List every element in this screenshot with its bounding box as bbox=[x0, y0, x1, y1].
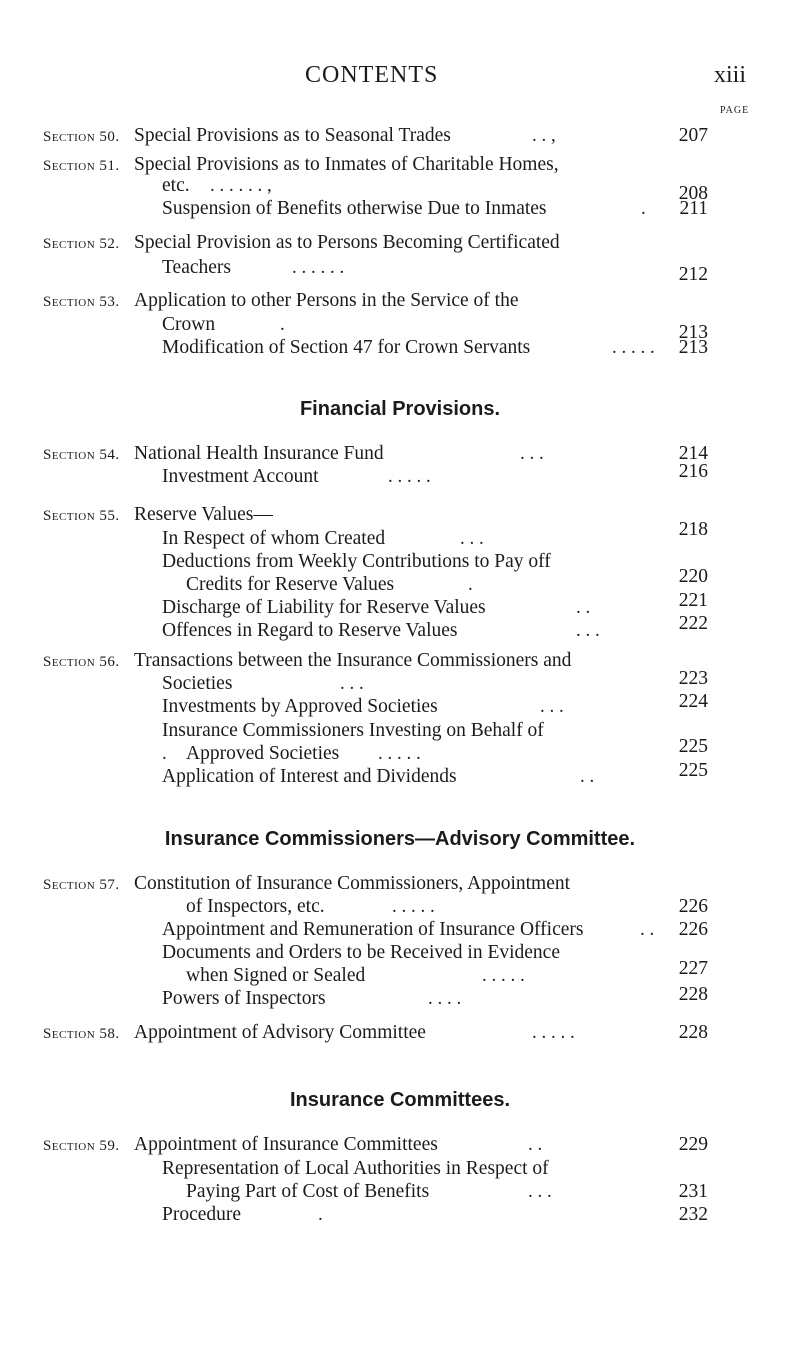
page-number: 226 bbox=[678, 896, 708, 917]
page-number: 216 bbox=[678, 461, 708, 482]
entry-text: Teachers bbox=[162, 257, 232, 278]
leader-dots: . . bbox=[580, 766, 595, 787]
page-number: 218 bbox=[678, 519, 708, 540]
leader-dots: . bbox=[318, 1204, 323, 1225]
entry-text: Appointment of Insurance Committees bbox=[134, 1134, 438, 1155]
entry-text: when Signed or Sealed bbox=[186, 965, 366, 986]
page-number: 228 bbox=[678, 1022, 708, 1043]
entry-text: Application to other Persons in the Service of the bbox=[134, 290, 519, 311]
section-label: Section 52. bbox=[43, 236, 120, 252]
entry-text: Credits for Reserve Values bbox=[186, 574, 395, 595]
entry-text: Deductions from Weekly Contributions to Pay off bbox=[162, 551, 551, 572]
entry-text: Reserve Values— bbox=[134, 504, 273, 525]
page-number: 229 bbox=[678, 1134, 708, 1155]
leader-dots: . bbox=[468, 574, 473, 595]
entry-text: etc. bbox=[162, 175, 190, 196]
entry-text: Documents and Orders to be Received in Evidence bbox=[162, 942, 560, 963]
leader-dots: . . . bbox=[460, 528, 484, 549]
leader-dots: . . . . . bbox=[388, 466, 431, 487]
leader-dots: . . bbox=[640, 919, 655, 940]
section-label: Section 57. bbox=[43, 877, 120, 893]
entry-text: Approved Societies bbox=[186, 743, 340, 764]
entry-text: Representation of Local Authorities in Respect of bbox=[162, 1158, 549, 1179]
page-number: 207 bbox=[678, 125, 708, 146]
section-label: Section 54. bbox=[43, 447, 120, 463]
page-number: 232 bbox=[678, 1204, 708, 1225]
page-number: 227 bbox=[678, 958, 708, 979]
entry-text: Societies bbox=[162, 673, 233, 694]
entry-text: Special Provisions as to Seasonal Trades bbox=[134, 125, 451, 146]
leader-dots: . . . bbox=[340, 673, 364, 694]
page-number: 208 bbox=[678, 183, 708, 204]
entry-text: Special Provision as to Persons Becoming Certificated bbox=[134, 232, 560, 253]
page-folio: xiii bbox=[714, 62, 747, 88]
section-heading: Insurance Committees. bbox=[289, 1089, 511, 1111]
entry-text: Discharge of Liability for Reserve Values bbox=[162, 597, 486, 618]
leader-dots: . . bbox=[576, 597, 591, 618]
leader-dots: . bbox=[162, 743, 167, 764]
entry-text: In Respect of whom Created bbox=[162, 528, 386, 549]
page-column-label: PAGE bbox=[720, 105, 750, 116]
entry-text: of Inspectors, etc. bbox=[186, 896, 325, 917]
entry-text: Appointment of Advisory Committee bbox=[134, 1022, 426, 1043]
entry-text: Investments by Approved Societies bbox=[162, 696, 438, 717]
page-number: 211 bbox=[679, 198, 708, 219]
page-header bbox=[0, 62, 800, 92]
entry-text: Special Provisions as to Inmates of Charitable Homes, bbox=[134, 154, 559, 175]
entry-text: Insurance Commissioners Investing on Behalf of bbox=[162, 720, 544, 741]
section-label: Section 59. bbox=[43, 1138, 120, 1154]
entry-text: Procedure bbox=[162, 1204, 242, 1225]
leader-dots: . . . bbox=[540, 696, 564, 717]
entry-text: Application of Interest and Dividends bbox=[162, 766, 457, 787]
entry-text: Investment Account bbox=[162, 466, 319, 487]
leader-dots: . . . . . bbox=[392, 896, 435, 917]
entry-text: Powers of Inspectors bbox=[162, 988, 326, 1009]
leader-dots: . . . bbox=[520, 443, 544, 464]
leader-dots: . . . bbox=[576, 620, 600, 641]
page-number: 222 bbox=[678, 613, 708, 634]
entry-text: Appointment and Remuneration of Insurance Officers bbox=[162, 919, 584, 940]
leader-dots: . . . . . . , bbox=[210, 175, 272, 196]
page-number: 213 bbox=[678, 337, 708, 358]
leader-dots: . . bbox=[528, 1134, 543, 1155]
entry-text: National Health Insurance Fund bbox=[134, 443, 384, 464]
leader-dots: . . . . . bbox=[532, 1022, 575, 1043]
leader-dots: . . . . bbox=[428, 988, 462, 1009]
section-label: Section 55. bbox=[43, 508, 120, 524]
entry-text: Offences in Regard to Reserve Values bbox=[162, 620, 458, 641]
entry-text: Transactions between the Insurance Commissioners and bbox=[134, 650, 572, 671]
page-number: 212 bbox=[678, 264, 708, 285]
section-label: Section 50. bbox=[43, 129, 120, 145]
section-label: Section 58. bbox=[43, 1026, 120, 1042]
leader-dots: . . , bbox=[532, 125, 556, 146]
page-number: 225 bbox=[678, 736, 708, 757]
leader-dots: . . . . . . bbox=[292, 257, 345, 278]
section-label: Section 56. bbox=[43, 654, 120, 670]
page-title: CONTENTS bbox=[305, 62, 439, 88]
leader-dots: . bbox=[641, 198, 646, 219]
entry-text: Suspension of Benefits otherwise Due to Inmates bbox=[162, 198, 547, 219]
leader-dots: . . . . . bbox=[378, 743, 421, 764]
page-number: 231 bbox=[678, 1181, 708, 1202]
page-number: 226 bbox=[678, 919, 708, 940]
entry-text: Modification of Section 47 for Crown Servants bbox=[162, 337, 531, 358]
page-number: 224 bbox=[678, 691, 708, 712]
section-label: Section 53. bbox=[43, 294, 120, 310]
page-number: 223 bbox=[678, 668, 708, 689]
leader-dots: . . . . . bbox=[482, 965, 525, 986]
entry-text: Constitution of Insurance Commissioners, Appointment bbox=[134, 873, 571, 894]
page-number: 220 bbox=[678, 566, 708, 587]
leader-dots: . . . bbox=[528, 1181, 552, 1202]
section-heading: Financial Provisions. bbox=[299, 398, 501, 420]
section-label: Section 51. bbox=[43, 158, 120, 174]
entry-text: Crown bbox=[162, 314, 216, 335]
page-number: 213 bbox=[678, 322, 708, 343]
leader-dots: . . . . . bbox=[612, 337, 655, 358]
page-number: 225 bbox=[678, 760, 708, 781]
leader-dots: . bbox=[280, 314, 285, 335]
page-number: 228 bbox=[678, 984, 708, 1005]
section-heading: Insurance Commissioners—Advisory Committee. bbox=[164, 828, 636, 850]
page-number: 221 bbox=[678, 590, 708, 611]
entry-text: Paying Part of Cost of Benefits bbox=[186, 1181, 430, 1202]
page-number: 214 bbox=[678, 443, 708, 464]
